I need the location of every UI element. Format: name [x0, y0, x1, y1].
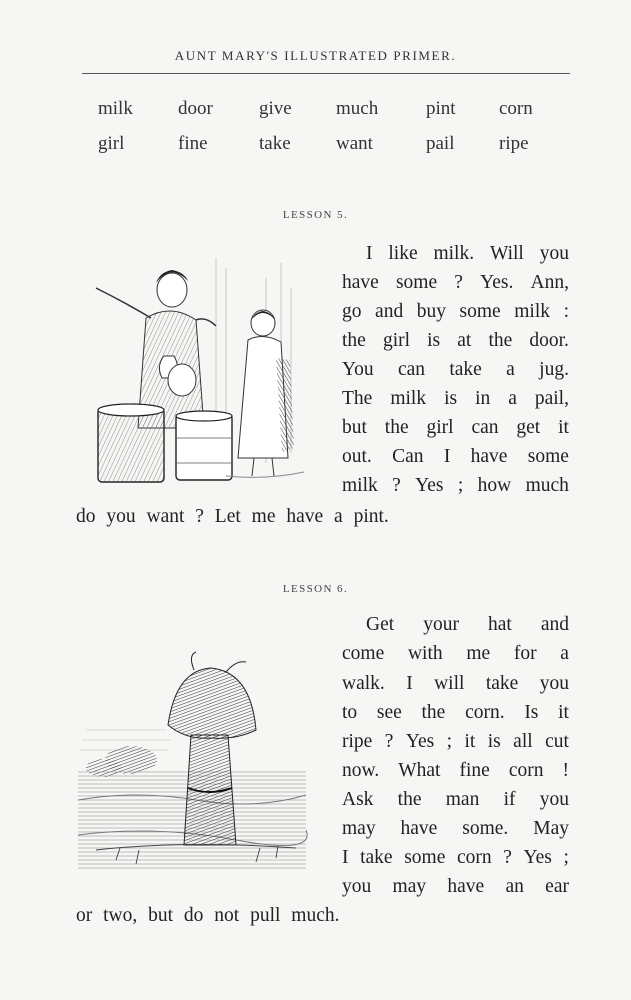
- lesson-5-title: LESSON 5.: [282, 209, 349, 221]
- text-line: milk ? Yes ; how much: [342, 475, 569, 496]
- text-line: The milk is in a pail,: [342, 388, 569, 409]
- spelling-word: much: [336, 98, 379, 119]
- text-line: You can take a jug.: [342, 359, 569, 380]
- text-line: Ask the man if you: [342, 789, 569, 810]
- spelling-word: pail: [426, 133, 455, 154]
- running-header: AUNT MARY'S ILLUSTRATED PRIMER.: [174, 48, 457, 63]
- text-line: do you want ? Let me have a pint.: [76, 506, 389, 527]
- header-rule: [82, 73, 570, 74]
- spelling-word: ripe: [499, 133, 529, 154]
- spelling-word: door: [178, 98, 213, 119]
- spelling-word: fine: [178, 133, 208, 154]
- text-line: to see the corn. Is it: [342, 702, 569, 723]
- text-line: walk. I will take you: [342, 673, 569, 694]
- spelling-word: want: [336, 133, 373, 154]
- text-line: come with me for a: [342, 643, 569, 664]
- text-line: may have some. May: [342, 818, 569, 839]
- text-line: ripe ? Yes ; it is all cut: [342, 731, 569, 752]
- spelling-word: girl: [98, 133, 125, 154]
- text-line: I take some corn ? Yes ;: [342, 847, 569, 868]
- text-line: but the girl can get it: [342, 417, 569, 438]
- milk-illustration: [76, 248, 308, 488]
- text-line: out. Can I have some: [342, 446, 569, 467]
- text-line: or two, but do not pull much.: [76, 905, 340, 926]
- text-line: you may have an ear: [342, 876, 569, 897]
- text-line: I like milk. Will you: [366, 243, 569, 264]
- spelling-word: take: [259, 133, 291, 154]
- spelling-word: give: [259, 98, 292, 119]
- text-line: go and buy some milk :: [342, 301, 569, 322]
- spelling-word: corn: [499, 98, 533, 119]
- lesson-6-title: LESSON 6.: [282, 583, 349, 595]
- spelling-word: pint: [426, 98, 456, 119]
- text-line: Get your hat and: [366, 614, 569, 635]
- text-line: have some ? Yes. Ann,: [342, 272, 569, 293]
- spelling-word: milk: [98, 98, 133, 119]
- text-line: the girl is at the door.: [342, 330, 569, 351]
- text-line: now. What fine corn !: [342, 760, 569, 781]
- corn-sheaf-illustration: [76, 650, 308, 872]
